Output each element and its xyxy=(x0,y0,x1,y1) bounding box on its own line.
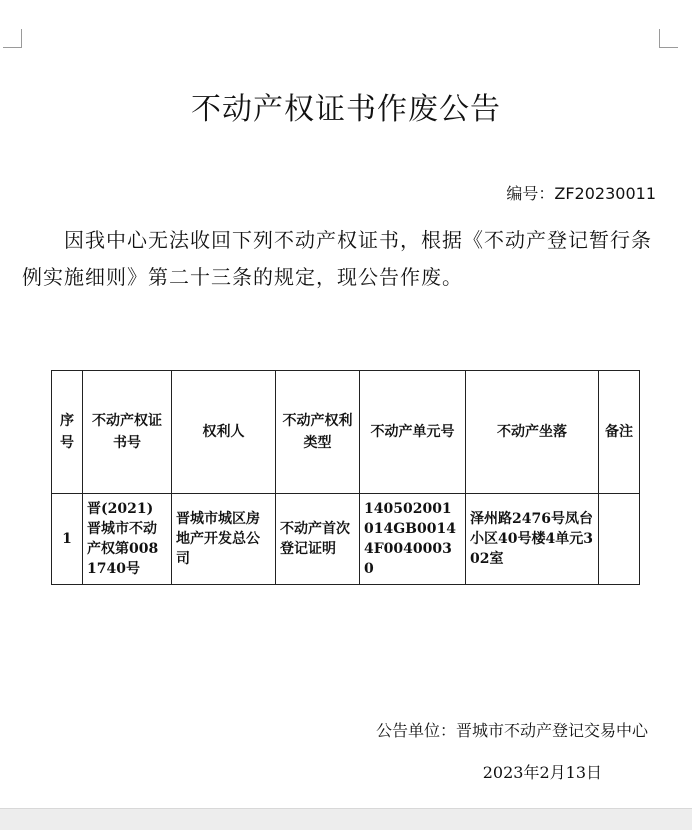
header-location: 不动产坐落 xyxy=(466,371,599,494)
page-corner-mark-top-left xyxy=(3,29,22,48)
header-cert-no: 不动产权证书号 xyxy=(83,371,172,494)
page-corner-mark-top-right xyxy=(659,29,678,48)
table-header-row xyxy=(52,371,640,494)
voided-certificate-table xyxy=(51,370,640,585)
cell-unit-no: 140502001014GB00144F00400030 xyxy=(360,494,466,585)
cell-owner: 晋城市城区房地产开发总公司 xyxy=(172,494,276,585)
page-bottom-bar xyxy=(0,808,692,830)
cell-cert-no: 晋(2021)晋城市不动产权第0081740号 xyxy=(83,494,172,585)
table-row xyxy=(52,494,640,585)
issue-date: 2023年2月13日 xyxy=(482,763,602,782)
cell-right-type: 不动产首次登记证明 xyxy=(276,494,360,585)
document-number: 编号：ZF20230011 xyxy=(506,184,656,203)
cell-index: 1 xyxy=(52,494,83,585)
header-right-type: 不动产权利类型 xyxy=(276,371,360,494)
header-index: 序号 xyxy=(52,371,83,494)
announcement-body: 因我中心无法收回下列不动产权证书，根据《不动产登记暂行条例实施细则》第二十三条的规定，现公告作废。 xyxy=(22,228,652,289)
cell-location: 泽州路2476号凤台小区40号楼4单元302室 xyxy=(466,494,599,585)
issuing-unit: 公告单位：晋城市不动产登记交易中心 xyxy=(375,721,648,740)
header-unit-no: 不动产单元号 xyxy=(360,371,466,494)
document-title: 不动产权证书作废公告 xyxy=(191,92,501,127)
cell-remark xyxy=(599,494,640,585)
header-owner: 权利人 xyxy=(172,371,276,494)
header-remark: 备注 xyxy=(599,371,640,494)
